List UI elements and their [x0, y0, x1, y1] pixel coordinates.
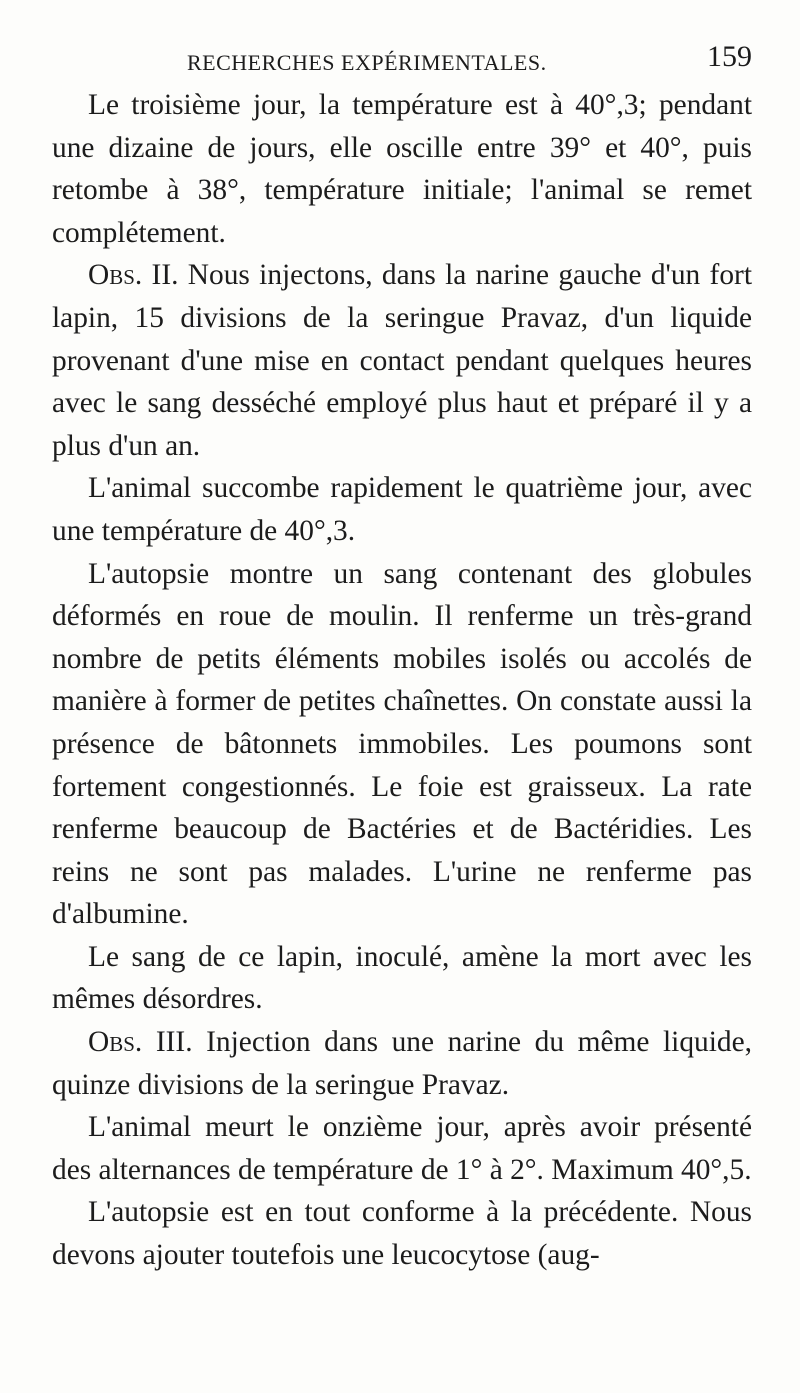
- paragraph: L'animal meurt le onzième jour, après avoir présenté des alternances de température de 1° à 2°. Maximum 40°,5.: [52, 1111, 752, 1186]
- paragraph: [52, 1021, 752, 1106]
- paragraph: L'animal succombe rapidement le quatrième jour, avec une température de 40°,3.: [52, 472, 752, 547]
- paragraph: Le sang de ce lapin, inoculé, amène la mort avec les mêmes désordres.: [52, 940, 752, 1016]
- paragraph: [52, 254, 752, 467]
- paragraph-text: Injection dans une narine du même liquide, quinze divisions de la seringue Pravaz.: [52, 1026, 752, 1101]
- paragraph: Le troisième jour, la température est à 40°,3; pendant une dizaine de jours, elle oscille entre 39° et 40°, puis retombe à 38°, température initiale; l'animal se remet complétement.: [52, 89, 752, 249]
- running-head: RECHERCHES EXPÉRIMENTALES.: [187, 50, 547, 75]
- paragraph: L'autopsie est en tout conforme à la précédente. Nous devons ajouter toutefois une leucocytose (aug-: [52, 1196, 752, 1272]
- page-header: [52, 40, 752, 80]
- page-number: 159: [707, 40, 752, 73]
- observation-label: Obs. III.: [88, 1026, 193, 1059]
- paragraph-text: Nous injectons, dans la narine gauche d'un fort lapin, 15 divisions de la seringue Pravaz, d'un liquide provenant d'une mise en contact pendant quelques heures avec le sang desséché employé plus haut et préparé il y a plus d'un an.: [52, 259, 752, 462]
- body-text: [52, 84, 752, 1277]
- observation-label: Obs. II.: [88, 259, 179, 292]
- paragraph: L'autopsie montre un sang contenant des globules déformés en roue de moulin. Il renferme un très-grand nombre de petits éléments mobiles isolés ou accolés de manière à former de petites chaînettes. On constate aussi la présence de bâtonnets immobiles. Les poumons sont fortement congestionnés. Le foie est graisseux. La rate renferme beaucoup de Bactéries et de Bactéridies. Les reins ne sont pas malades. L'urine ne renferme pas d'albumine.: [52, 557, 752, 931]
